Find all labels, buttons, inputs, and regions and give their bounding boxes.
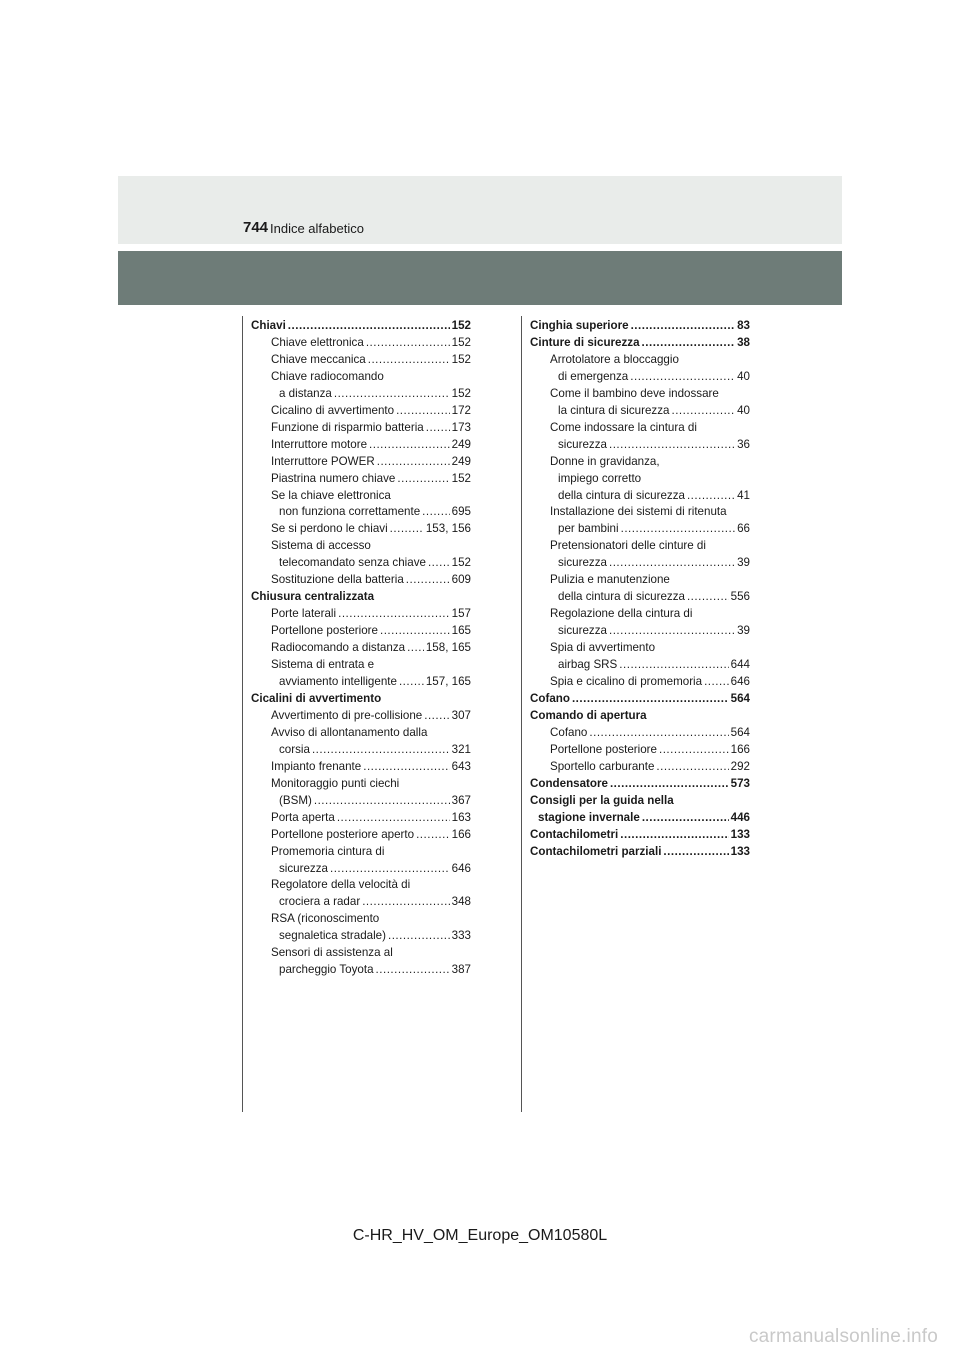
index-entry-page: 157, 165 (425, 675, 471, 689)
index-entry-term: segnaletica stradale) (279, 929, 386, 943)
index-entry-page: 133 (730, 844, 750, 858)
index-entry-page: 157 (451, 607, 471, 621)
index-entry (251, 555, 471, 572)
index-entry (530, 504, 750, 521)
index-entry (251, 776, 471, 793)
index-entry-term: della cintura di sicurezza (558, 488, 685, 502)
dot-leader (572, 691, 729, 708)
dot-leader (620, 827, 728, 844)
index-entry (251, 793, 471, 810)
index-entry-term: stagione invernale (538, 810, 640, 824)
index-entry-page: 556 (730, 590, 750, 604)
index-entry (530, 827, 750, 844)
index-entry-term: Chiusura centralizzata (251, 590, 375, 604)
dot-leader (377, 454, 450, 471)
index-entry-term: Pulizia e manutenzione (550, 573, 670, 587)
index-entry-term: della cintura di sicurezza (558, 590, 685, 604)
index-entry (251, 437, 471, 454)
dot-leader (687, 589, 729, 606)
index-column-right (530, 318, 750, 861)
index-entry (530, 488, 750, 505)
index-entry (530, 572, 750, 589)
dot-leader (288, 318, 450, 335)
index-entry-term: Sistema di accesso (271, 539, 371, 553)
index-entry-page: 333 (451, 929, 471, 943)
dot-leader (659, 742, 729, 759)
dot-leader (397, 471, 449, 488)
index-entry-page: 152 (451, 352, 471, 366)
dot-leader (610, 776, 729, 793)
dot-leader (663, 844, 728, 861)
index-entry (530, 725, 750, 742)
index-entry (251, 623, 471, 640)
index-entry-page: 83 (737, 319, 750, 332)
index-entry-term: Radiocomando a distanza (271, 641, 406, 655)
index-entry (251, 488, 471, 505)
dot-leader (363, 759, 449, 776)
index-entry (251, 352, 471, 369)
section-title: Indice alfabetico (270, 221, 364, 236)
index-entry (251, 945, 471, 962)
index-entry-term: sicurezza (558, 624, 607, 638)
index-entry (251, 759, 471, 776)
index-entry-page: 249 (451, 454, 471, 468)
index-entry (251, 861, 471, 878)
index-entry-page: 166 (730, 742, 750, 756)
index-entry (251, 335, 471, 352)
index-entry-term: Se la chiave elettronica (271, 488, 391, 502)
index-entry-term: Spia e cicalino di promemoria (550, 675, 703, 689)
index-entry-page: 40 (737, 403, 750, 417)
index-entry-term: Consigli per la guida nella (530, 793, 674, 807)
index-entry-page: 387 (451, 963, 471, 977)
index-entry-term: parcheggio Toyota (279, 963, 374, 977)
dot-leader (704, 674, 729, 691)
dot-leader (630, 369, 735, 386)
dot-leader (621, 521, 736, 538)
index-entry-term: Cofano (530, 691, 570, 705)
index-entry-page: 152 (451, 471, 471, 485)
index-entry-page: 158, 165 (425, 641, 471, 655)
index-entry-term: Piastrina numero chiave (271, 471, 396, 485)
index-entry-term: Promemoria cintura di (271, 844, 385, 858)
index-entry-term: Portellone posteriore (550, 742, 657, 756)
index-entry-term: Portellone posteriore (271, 624, 378, 638)
index-entry-page: 646 (730, 675, 750, 689)
index-entry-page: 695 (451, 505, 471, 519)
index-entry (530, 691, 750, 708)
index-entry-term: Chiave elettronica (271, 335, 364, 349)
index-entry (251, 827, 471, 844)
index-entry-term: Chiave meccanica (271, 352, 366, 366)
left-column-rule (242, 316, 243, 1112)
index-entry-page: 249 (451, 437, 471, 451)
index-entry-term: Avvertimento di pre-collisione (271, 708, 423, 722)
header-band (118, 176, 842, 244)
dot-leader (609, 623, 735, 640)
index-entry-page: 40 (737, 369, 750, 383)
index-entry (530, 521, 750, 538)
dot-leader (338, 606, 450, 623)
index-entry (530, 318, 750, 335)
index-entry (530, 589, 750, 606)
index-entry-page: 163 (451, 810, 471, 824)
index-entry (251, 386, 471, 403)
index-entry-term: telecomandato senza chiave (279, 556, 426, 570)
dot-leader (388, 928, 450, 945)
index-entry-term: Porte laterali (271, 607, 337, 621)
index-entry-page: 292 (730, 759, 750, 773)
index-entry-page: 39 (737, 624, 750, 638)
index-entry-term: Funzione di risparmio batteria (271, 420, 424, 434)
dot-leader (312, 742, 450, 759)
index-entry (251, 572, 471, 589)
index-entry (251, 471, 471, 488)
index-entry-term: Cinghia superiore (530, 319, 629, 332)
index-entry-term: Se si perdono le chiavi (271, 522, 388, 536)
index-entry-term: crociera a radar (279, 895, 361, 909)
index-entry-term: Sostituzione della batteria (271, 573, 404, 587)
index-entry (530, 793, 750, 810)
index-entry (251, 454, 471, 471)
index-entry (530, 335, 750, 352)
index-entry (530, 844, 750, 861)
right-column-rule (521, 316, 522, 1112)
index-entry-page: 41 (737, 488, 750, 502)
index-entry (530, 657, 750, 674)
index-entry-term: Chiave radiocomando (271, 369, 384, 383)
index-entry-page: 172 (451, 403, 471, 417)
index-entry-term: Cicalino di avvertimento (271, 403, 395, 417)
dot-leader (642, 810, 729, 827)
index-entry-page: 165 (451, 624, 471, 638)
dot-leader (407, 640, 424, 657)
index-entry-page: 643 (451, 759, 471, 773)
index-entry-term: Regolatore della velocità di (271, 878, 411, 892)
dot-leader (422, 504, 450, 521)
index-entry-page: 564 (730, 691, 750, 705)
index-entry (530, 623, 750, 640)
index-entry (530, 538, 750, 555)
index-entry-term: Impianto frenante (271, 759, 362, 773)
index-entry-page: 153, 156 (425, 522, 471, 536)
dot-leader (656, 759, 728, 776)
index-entry-term: corsia (279, 742, 310, 756)
index-entry-term: Monitoraggio punti ciechi (271, 776, 400, 790)
dot-leader (369, 437, 450, 454)
dot-leader (416, 827, 450, 844)
index-entry (530, 674, 750, 691)
index-entry-term: airbag SRS (558, 658, 618, 672)
dot-leader (390, 521, 424, 538)
index-entry (530, 759, 750, 776)
index-entry-term: Sportello carburante (550, 759, 655, 773)
index-entry-term: Cinture di sicurezza (530, 335, 640, 349)
index-entry (530, 810, 750, 827)
index-entry-page: 609 (451, 573, 471, 587)
index-entry-term: Come indossare la cintura di (550, 420, 697, 434)
index-entry (251, 691, 471, 708)
index-entry-page: 152 (451, 386, 471, 400)
index-entry-term: Chiavi (251, 319, 286, 332)
dot-leader (687, 488, 735, 505)
dot-leader (368, 352, 450, 369)
dot-leader (366, 335, 450, 352)
dot-leader (337, 810, 450, 827)
index-entry (251, 504, 471, 521)
index-entry-page: 644 (730, 658, 750, 672)
index-entry (530, 708, 750, 725)
index-entry (251, 742, 471, 759)
dot-leader (334, 386, 450, 403)
index-entry (251, 403, 471, 420)
index-entry-term: Sensori di assistenza al (271, 946, 393, 960)
index-entry-term: Pretensionatori delle cinture di (550, 539, 706, 553)
index-entry-page: 36 (737, 437, 750, 451)
index-entry-term: impiego corretto (558, 471, 642, 485)
dot-leader (609, 437, 735, 454)
index-entry-term: Interruttore POWER (271, 454, 375, 468)
index-entry-term: Avviso di allontanamento dalla (271, 725, 428, 739)
index-entry-page: 564 (730, 725, 750, 739)
index-entry-page: 367 (451, 793, 471, 807)
index-entry-page: 321 (451, 742, 471, 756)
index-entry (251, 962, 471, 979)
index-entry-page: 348 (451, 895, 471, 909)
index-entry-page: 173 (451, 420, 471, 434)
index-entry (530, 454, 750, 471)
index-entry (530, 437, 750, 454)
index-entry-page: 646 (451, 861, 471, 875)
index-entry-page: 152 (451, 319, 471, 332)
dot-leader (426, 420, 450, 437)
index-entry (251, 674, 471, 691)
index-entry (251, 369, 471, 386)
index-entry (251, 928, 471, 945)
index-entry-term: Contachilometri (530, 827, 619, 841)
dot-leader (376, 962, 450, 979)
dot-leader (424, 708, 449, 725)
dot-leader (589, 725, 728, 742)
index-entry (251, 844, 471, 861)
index-entry (251, 640, 471, 657)
index-entry (530, 369, 750, 386)
index-entry-term: Spia di avvertimento (550, 641, 656, 655)
dot-leader (362, 894, 449, 911)
index-entry-term: non funziona correttamente (279, 505, 421, 519)
index-entry-term: Interruttore motore (271, 437, 368, 451)
index-entry-page: 66 (737, 522, 750, 536)
index-entry-term: Comando di apertura (530, 708, 647, 722)
index-entry-page: 152 (451, 335, 471, 349)
index-entry (530, 352, 750, 369)
index-entry (251, 810, 471, 827)
index-entry-term: a distanza (279, 386, 332, 400)
index-entry-page: 133 (730, 827, 750, 841)
index-entry-term: Come il bambino deve indossare (550, 386, 719, 400)
index-entry-term: Condensatore (530, 776, 608, 790)
index-entry (530, 471, 750, 488)
index-entry (530, 386, 750, 403)
index-entry (251, 877, 471, 894)
dot-leader (671, 403, 735, 420)
index-entry (530, 555, 750, 572)
index-entry-term: (BSM) (279, 793, 312, 807)
index-entry-term: RSA (riconoscimento (271, 912, 380, 926)
index-column-left (251, 318, 471, 979)
index-entry-page: 38 (737, 335, 750, 349)
index-entry (530, 420, 750, 437)
index-entry-term: avviamento intelligente (279, 675, 397, 689)
index-entry (530, 403, 750, 420)
index-entry-term: Portellone posteriore aperto (271, 827, 415, 841)
dot-leader (609, 555, 735, 572)
dot-leader (642, 335, 736, 352)
dot-leader (330, 861, 450, 878)
index-entry-page: 307 (451, 708, 471, 722)
index-entry (251, 708, 471, 725)
index-entry (530, 742, 750, 759)
index-entry (251, 725, 471, 742)
index-entry-page: 39 (737, 556, 750, 570)
index-entry-term: per bambini (558, 522, 619, 536)
index-entry-page: 573 (730, 776, 750, 790)
index-entry-term: Regolazione della cintura di (550, 607, 693, 621)
page-number: 744 (243, 219, 269, 236)
index-entry (251, 420, 471, 437)
header-bar (118, 251, 842, 305)
index-entry (251, 538, 471, 555)
document-code: C-HR_HV_OM_Europe_OM10580L (352, 1227, 608, 1244)
index-entry-term: la cintura di sicurezza (558, 403, 670, 417)
index-entry (251, 911, 471, 928)
dot-leader (631, 318, 736, 335)
index-entry (251, 589, 471, 606)
index-entry (530, 640, 750, 657)
dot-leader (380, 623, 450, 640)
index-entry-page: 446 (730, 810, 750, 824)
watermark: carmanualsonline.info (748, 1326, 938, 1347)
index-entry (530, 606, 750, 623)
index-entry-term: di emergenza (558, 369, 629, 383)
index-entry-term: Donne in gravidanza, (550, 454, 660, 468)
dot-leader (428, 555, 450, 572)
index-entry-term: Sistema di entrata e (271, 658, 375, 672)
index-entry (251, 894, 471, 911)
index-entry-term: Porta aperta (271, 810, 335, 824)
dot-leader (396, 403, 450, 420)
index-entry-page: 152 (451, 556, 471, 570)
index-entry-term: sicurezza (558, 437, 607, 451)
index-entry-page: 166 (451, 827, 471, 841)
dot-leader (314, 793, 450, 810)
index-entry (530, 776, 750, 793)
dot-leader (399, 674, 424, 691)
index-entry-term: Cofano (550, 725, 588, 739)
index-entry (251, 657, 471, 674)
index-entry (251, 606, 471, 623)
index-entry-term: Cicalini di avvertimento (251, 691, 382, 705)
index-entry-term: Arrotolatore a bloccaggio (550, 352, 679, 366)
index-entry-term: Installazione dei sistemi di ritenuta (550, 505, 727, 519)
dot-leader (619, 657, 728, 674)
index-entry-term: sicurezza (558, 556, 607, 570)
index-entry-term: sicurezza (279, 861, 328, 875)
dot-leader (406, 572, 450, 589)
index-entry-term: Contachilometri parziali (530, 844, 662, 858)
index-entry (251, 521, 471, 538)
index-entry (251, 318, 471, 335)
